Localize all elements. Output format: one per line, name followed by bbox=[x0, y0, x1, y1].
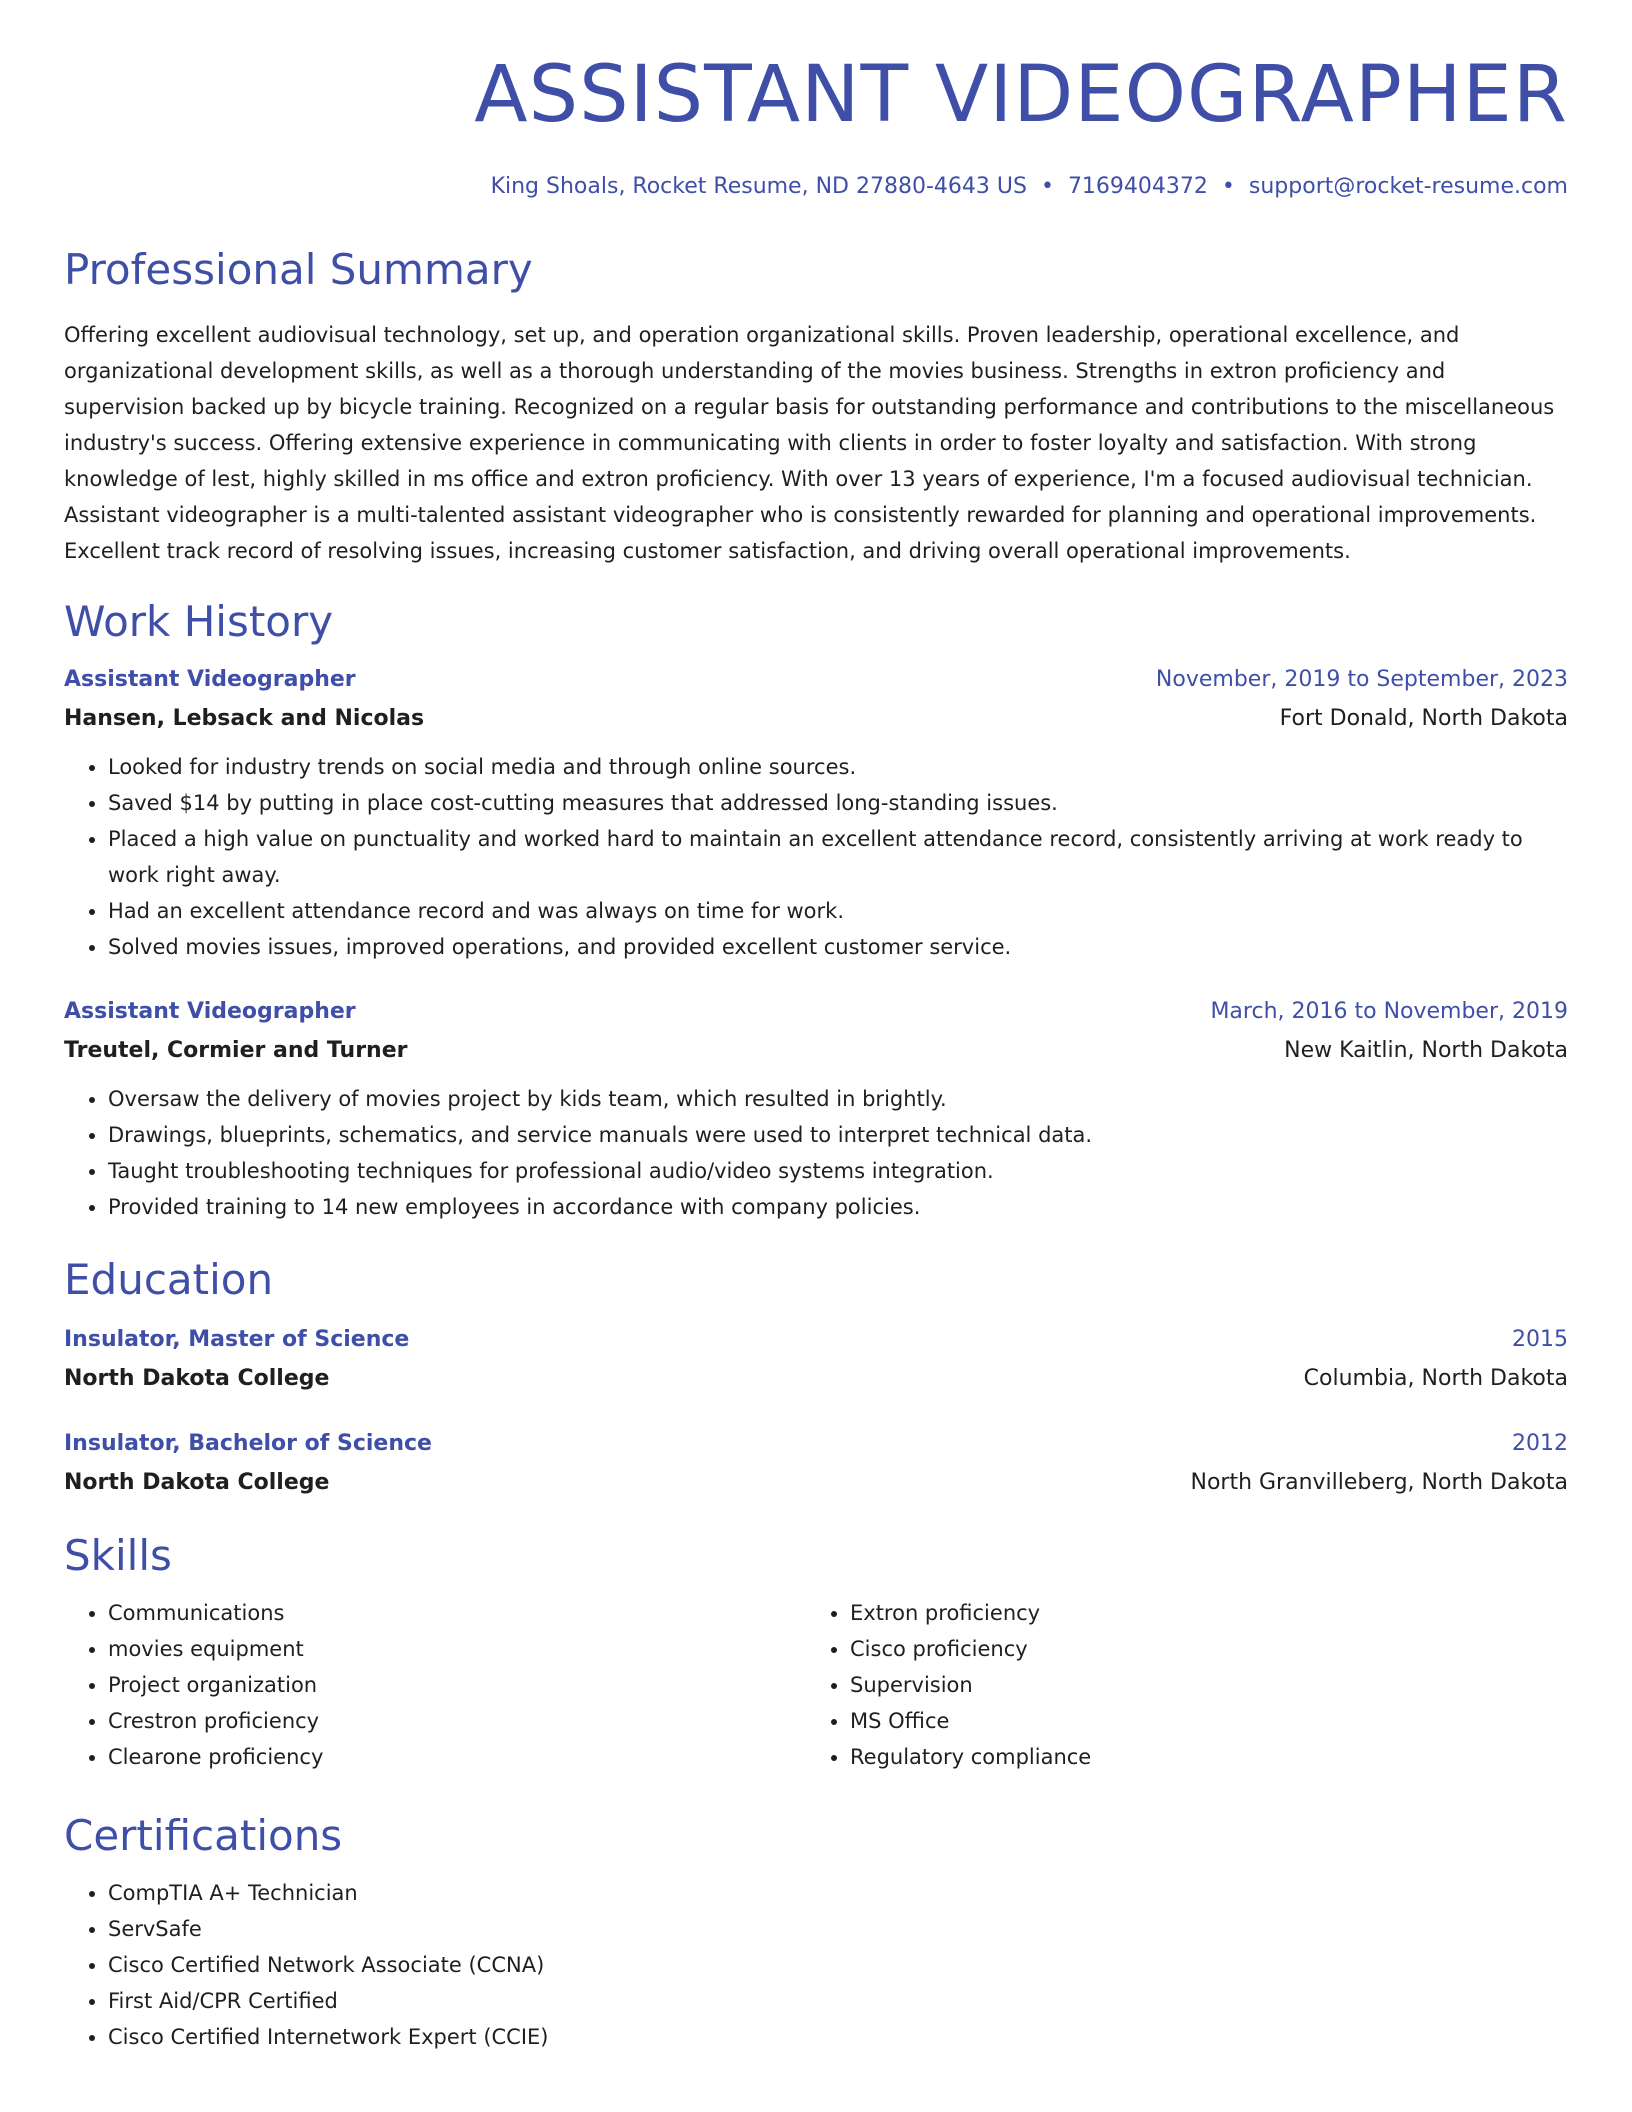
job-bullet: • Oversaw the delivery of movies project by kids team, which resulted in brightly. bbox=[108, 1081, 1568, 1117]
education-school: North Dakota College bbox=[64, 1470, 330, 1495]
job-bullet: • Saved $14 by putting in place cost-cutting measures that addressed long-standing issues. bbox=[108, 785, 1568, 821]
skills-list-left bbox=[64, 1595, 806, 1775]
education-location: Columbia, North Dakota bbox=[1303, 1366, 1568, 1391]
job-bullet: • Had an excellent attendance record and was always on time for work. bbox=[108, 893, 1568, 929]
job-bullet-list bbox=[64, 749, 1568, 965]
skill-item: • Regulatory compliance bbox=[850, 1739, 1548, 1775]
contact-email[interactable]: support@rocket-resume.com bbox=[1248, 174, 1568, 199]
education-degree: Insulator, Master of Science bbox=[64, 1327, 410, 1352]
resume-header bbox=[64, 0, 1568, 199]
education-year: 2012 bbox=[1512, 1431, 1568, 1456]
job-entry bbox=[64, 999, 1568, 1225]
job-company: Treutel, Cormier and Turner bbox=[64, 1038, 408, 1063]
education-location: North Granvilleberg, North Dakota bbox=[1190, 1470, 1568, 1495]
certification-item: • CompTIA A+ Technician bbox=[108, 1875, 1568, 1911]
summary-text: Offering excellent audiovisual technology, set up, and operation organizational skills. Proven leadership, operational excellence, and organizational development skills, as well as a thorough understanding of the movies business. Strengths in extron proficiency and supervision backed up by bicycle training. Recognized on a regular basis for outstanding performance and contributions to the miscellaneous industry's success. Offering extensive experience in communicating with clients in order to foster loyalty and satisfaction. With strong knowledge of lest, highly skilled in ms office and extron proficiency. With over 13 years of experience, I'm a focused audiovisual technician. Assistant videographer is a multi-talented assistant videographer who is consistently rewarded for planning and operational improvements. Excellent track record of resolving issues, increasing customer satisfaction, and driving overall operational improvements. bbox=[64, 323, 1555, 563]
education-year: 2015 bbox=[1512, 1327, 1568, 1352]
skill-item: • MS Office bbox=[850, 1703, 1548, 1739]
skill-item: • Cisco proficiency bbox=[850, 1631, 1548, 1667]
job-bullet: • Looked for industry trends on social media and through online sources. bbox=[108, 749, 1568, 785]
education-entry bbox=[64, 1327, 1568, 1391]
job-bullet: • Provided training to 14 new employees in accordance with company policies. bbox=[108, 1189, 1568, 1225]
skills-heading: Skills bbox=[64, 1531, 172, 1580]
job-bullet: • Taught troubleshooting techniques for professional audio/video systems integration. bbox=[108, 1153, 1568, 1189]
work-history-heading: Work History bbox=[64, 597, 334, 646]
contact-separator: • bbox=[1040, 174, 1054, 199]
job-company: Hansen, Lebsack and Nicolas bbox=[64, 706, 425, 731]
candidate-title: ASSISTANT VIDEOGRAPHER bbox=[474, 50, 1568, 140]
job-bullet-list bbox=[64, 1081, 1568, 1225]
job-location: New Kaitlin, North Dakota bbox=[1284, 1038, 1568, 1063]
job-entry bbox=[64, 667, 1568, 965]
contact-phone[interactable]: 7169404372 bbox=[1067, 174, 1208, 199]
skill-item: • Crestron proficiency bbox=[108, 1703, 806, 1739]
skill-item: • Project organization bbox=[108, 1667, 806, 1703]
skill-item: • Clearone proficiency bbox=[108, 1739, 806, 1775]
contact-address: King Shoals, Rocket Resume, ND 27880-4643 US bbox=[490, 174, 1027, 199]
education-degree: Insulator, Bachelor of Science bbox=[64, 1431, 432, 1456]
certification-item: • First Aid/CPR Certified bbox=[108, 1983, 1568, 2019]
skill-item: • Communications bbox=[108, 1595, 806, 1631]
job-role: Assistant Videographer bbox=[64, 999, 356, 1024]
certifications-heading: Certifications bbox=[64, 1811, 343, 1860]
skill-item: • Supervision bbox=[850, 1667, 1548, 1703]
education-school: North Dakota College bbox=[64, 1366, 330, 1391]
contact-separator: • bbox=[1221, 174, 1235, 199]
job-dates: November, 2019 to September, 2023 bbox=[1155, 667, 1568, 692]
education-heading: Education bbox=[64, 1255, 274, 1304]
certifications-list bbox=[64, 1875, 1568, 2055]
skill-item: • movies equipment bbox=[108, 1631, 806, 1667]
skill-item: • Extron proficiency bbox=[850, 1595, 1548, 1631]
certification-item: • Cisco Certified Internetwork Expert (CCIE) bbox=[108, 2019, 1568, 2055]
certification-item: • ServSafe bbox=[108, 1911, 1568, 1947]
certification-item: • Cisco Certified Network Associate (CCNA) bbox=[108, 1947, 1568, 1983]
job-bullet: • Drawings, blueprints, schematics, and service manuals were used to interpret technical data. bbox=[108, 1117, 1568, 1153]
summary-heading: Professional Summary bbox=[64, 245, 533, 294]
job-bullet: • Solved movies issues, improved operations, and provided excellent customer service. bbox=[108, 929, 1568, 965]
skills-columns bbox=[64, 1595, 1568, 1775]
job-bullet: • Placed a high value on punctuality and worked hard to maintain an excellent attendance record, consistently arriving at work ready to work right away. bbox=[108, 821, 1568, 893]
education-entry bbox=[64, 1431, 1568, 1495]
contact-line bbox=[64, 174, 1568, 199]
skills-list-right bbox=[806, 1595, 1548, 1775]
job-dates: March, 2016 to November, 2019 bbox=[1210, 999, 1568, 1024]
job-location: Fort Donald, North Dakota bbox=[1279, 706, 1568, 731]
job-role: Assistant Videographer bbox=[64, 667, 356, 692]
